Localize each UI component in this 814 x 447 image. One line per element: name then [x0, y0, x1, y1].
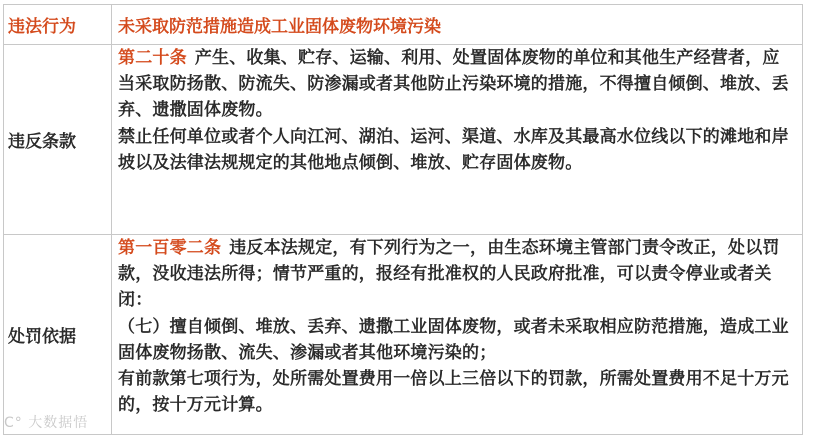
penalty-content — [112, 235, 803, 435]
clause-text-1: 产生、收集、贮存、运输、利用、处置固体废物的单位和其他生产经营者，应当采取防扬散、防流失、防渗漏或者其他防止污染环境的措施，不得擅自倾倒、堆放、丢弃、遗撒固体废物。 — [118, 48, 789, 121]
clause-label: 违反条款 — [4, 45, 112, 235]
clause-paragraph-2: 禁止任何单位或者个人向江河、湖泊、运河、渠道、水库及其最高水位线以下的滩地和岸坡以及法律法规规定的其他地点倾倒、堆放、贮存固体废物。 — [118, 126, 789, 173]
watermark: C° 大数据悟 — [4, 415, 89, 431]
penalty-label: 处罚依据 — [4, 235, 112, 435]
violation-row — [4, 5, 803, 45]
clause-paragraph-1 — [118, 45, 796, 124]
penalty-article: 第一百零二条 — [118, 238, 222, 258]
clause-article: 第二十条 — [118, 48, 187, 68]
penalty-paragraph-3: 有前款第七项行为，处所需处置费用一倍以上三倍以下的罚款，所需处置费用不足十万元的，按十万元计算。 — [118, 369, 789, 416]
clause-row — [4, 45, 803, 235]
penalty-text-1: 违反本法规定，有下列行为之一，由生态环境主管部门责令改正，处以罚款，没收违法所得；情节严重的，报经有批准权的人民政府批准，可以责令停业或者关闭： — [118, 238, 780, 311]
penalty-paragraph-2: （七）擅自倾倒、堆放、丢弃、遗撒工业固体废物，或者未采取相应防范措施，造成工业固体废物扬散、流失、渗漏或者其他环境污染的； — [118, 316, 789, 363]
violation-label: 违法行为 — [4, 5, 112, 45]
penalty-row — [4, 235, 803, 435]
clause-content — [112, 45, 803, 235]
penalty-paragraph-1 — [118, 235, 796, 314]
violation-title: 未采取防范措施造成工业固体废物环境污染 — [112, 5, 803, 45]
regulation-table — [3, 4, 803, 435]
